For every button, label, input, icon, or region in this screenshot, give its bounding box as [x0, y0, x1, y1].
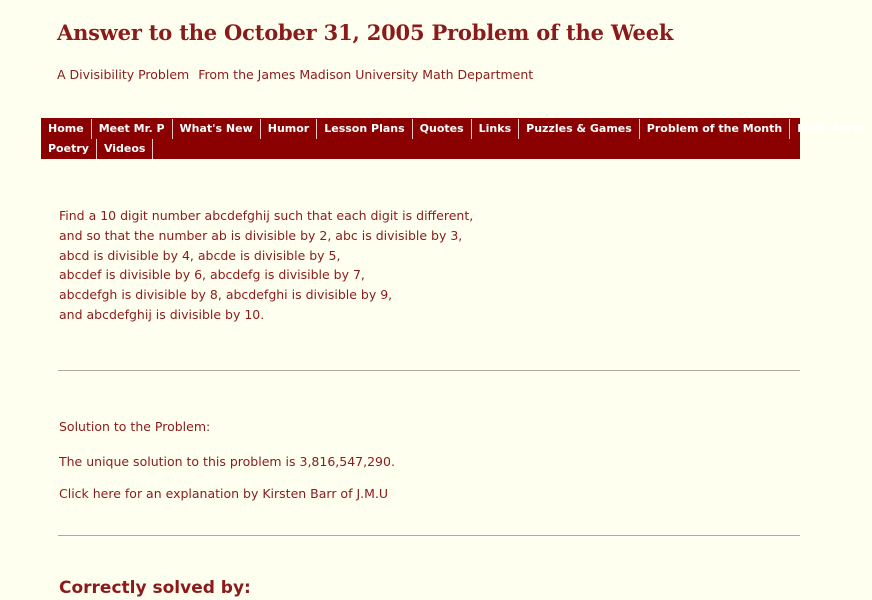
solution-heading: Solution to the Problem: — [59, 419, 211, 434]
problem-line: Find a 10 digit number abcdefghij such that each digit is different, — [59, 208, 474, 223]
nav-item-puzzles-games[interactable]: Puzzles & Games — [519, 119, 640, 139]
nav-row-1 — [41, 119, 872, 139]
solution-answer: The unique solution to this problem is 3,816,547,290. — [59, 454, 395, 469]
nav-item-videos[interactable]: Videos — [97, 139, 154, 159]
problem-statement — [59, 206, 473, 325]
subtitle — [57, 67, 533, 82]
problem-line: and abcdefghij is divisible by 10. — [59, 306, 265, 322]
page-title: Answer to the October 31, 2005 Problem of the Week — [57, 20, 674, 45]
nav-item-math-facts[interactable]: Math Facts — [797, 122, 866, 135]
divider — [58, 535, 800, 537]
explanation-link[interactable]: Click here for an explanation by Kirsten Barr of J.M.U — [59, 486, 389, 501]
nav-item-links[interactable]: Links — [472, 119, 519, 139]
nav-item-poetry[interactable]: Poetry — [41, 139, 97, 159]
subtitle-source: From the James Madison University Math Department — [198, 67, 534, 82]
nav-item-home[interactable]: Home — [41, 119, 92, 139]
subtitle-problem-name: A Divisibility Problem — [57, 67, 190, 82]
problem-line: abcdef is divisible by 6, abcdefg is divisible by 7, — [59, 267, 365, 283]
problem-line: abcdefgh is divisible by 8, abcdefghi is divisible by 9, — [59, 287, 393, 303]
nav-item-whats-new[interactable]: What's New — [173, 119, 261, 139]
problem-line: and so that the number ab is divisible by 2, abc is divisible by 3, — [59, 227, 463, 243]
divider — [58, 370, 800, 372]
nav-item-quotes[interactable]: Quotes — [413, 119, 472, 139]
nav-item-problem-of-the-month[interactable]: Problem of the Month — [640, 119, 790, 139]
nav-row-2 — [41, 139, 153, 159]
nav-item-humor[interactable]: Humor — [261, 119, 317, 139]
nav-item-meet-mr-p[interactable]: Meet Mr. P — [92, 119, 173, 139]
solved-by-heading: Correctly solved by: — [59, 578, 251, 598]
problem-line: abcd is divisible by 4, abcde is divisible by 5, — [59, 247, 341, 263]
nav-bar — [41, 118, 866, 159]
nav-item-lesson-plans[interactable]: Lesson Plans — [317, 119, 412, 139]
